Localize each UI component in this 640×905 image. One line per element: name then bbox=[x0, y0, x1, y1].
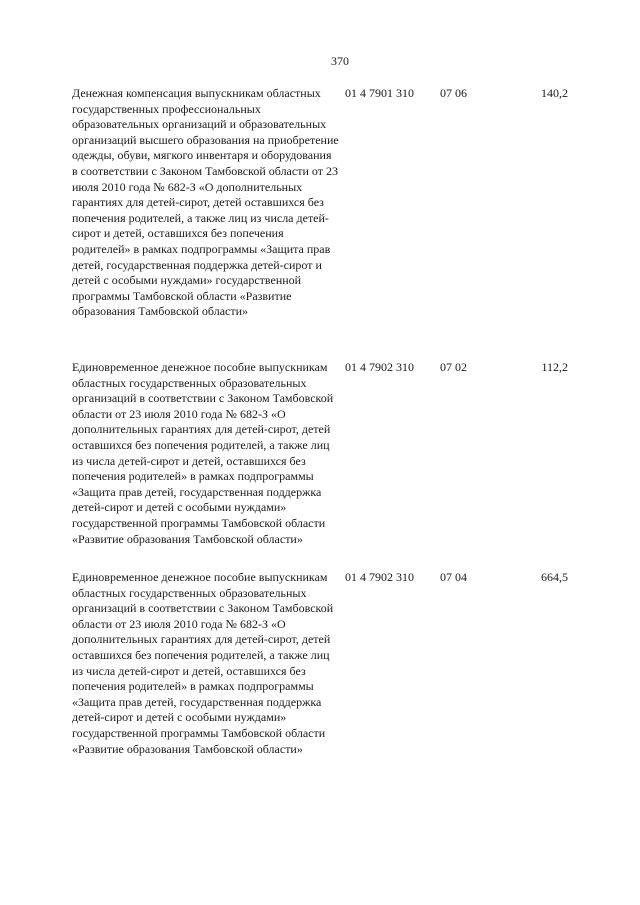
row-code: 01 4 7902 310 bbox=[345, 360, 414, 374]
row-description: Единовременное денежное пособие выпускникам областных государственных образовательных организаций в соответствии с Законом Тамбовской области от 23 июля 2010 года № 682-З «О дополнительных гарантиях для детей-сирот, детей оставшихся без попечения родителей, а также лиц из числа детей-сирот и детей, оставшихся без попечения родителей» в рамках подпрограммы «Защита прав детей, государственная поддержка детей-сирот и детей с особыми нуждами» государственной программы Тамбовской области «Развитие образования Тамбовской области» bbox=[72, 360, 334, 546]
row-code: 01 4 7901 310 bbox=[345, 86, 414, 100]
row-amount: 140,2 bbox=[541, 86, 568, 100]
page-number: 370 bbox=[331, 54, 349, 68]
row-section: 07 06 bbox=[440, 86, 467, 100]
row-amount: 664,5 bbox=[541, 570, 568, 584]
row-description: Единовременное денежное пособие выпускникам областных государственных образовательных организаций в соответствии с Законом Тамбовской области от 23 июля 2010 года № 682-З «О дополнительных гарантиях для детей-сирот, детей оставшихся без попечения родителей, а также лиц из числа детей-сирот и детей, оставшихся без попечения родителей» в рамках подпрограммы «Защита прав детей, государственная поддержка детей-сирот и детей с особыми нуждами» государственной программы Тамбовской области «Развитие образования Тамбовской области» bbox=[72, 570, 334, 756]
row-section: 07 04 bbox=[440, 570, 467, 584]
row-code: 01 4 7902 310 bbox=[345, 570, 414, 584]
row-amount: 112,2 bbox=[541, 360, 568, 374]
row-description: Денежная компенсация выпускникам областных государственных профессиональных образовательных организаций и образовательных организаций высшего образования на приобретение одежды, обуви, мягкого инвентаря и оборудования в соответствии с Законом Тамбовской области от 23 июля 2010 года № 682-З «О дополнительных гарантиях для детей-сирот, детей оставшихся без попечения родителей, а также лиц из числа детей-сирот и детей, оставшихся без попечения родителей» в рамках подпрограммы «Защита прав детей, государственная поддержка детей-сирот и детей с особыми нуждами» государственной программы Тамбовской области «Развитие образования Тамбовской области» bbox=[72, 86, 339, 319]
row-section: 07 02 bbox=[440, 360, 467, 374]
